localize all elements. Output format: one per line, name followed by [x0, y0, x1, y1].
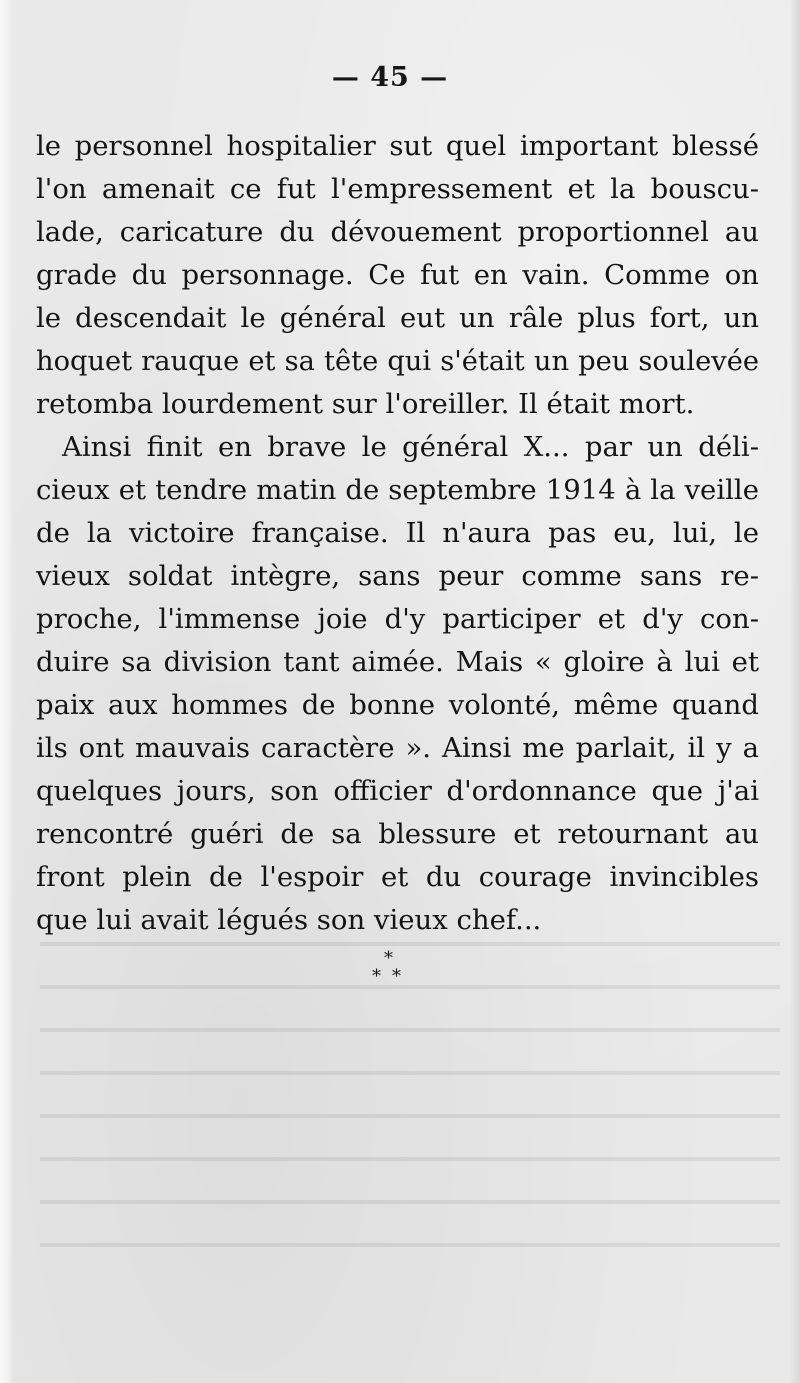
text-line: proche, l'immense joie d'y participer et d'y con-: [36, 603, 759, 635]
text-line: cieux et tendre matin de septembre 1914 à la veille: [36, 474, 759, 506]
text-line: grade du personnage. Ce fut en vain. Comme on: [36, 259, 759, 291]
page-number: — 45 —: [331, 62, 449, 93]
text-line: hoquet rauque et sa tête qui s'était un peu soulevée: [36, 346, 759, 377]
asterism-star: *: [384, 948, 393, 969]
body-text: [36, 125, 759, 942]
text-line: rencontré guéri de sa blessure et retournant au: [36, 818, 759, 850]
text-line: duire sa division tant aimée. Mais « gloire à lui et: [36, 646, 759, 678]
show-through-texture: [40, 920, 780, 1250]
asterism-star: *: [392, 966, 401, 987]
text-line: l'on amenait ce fut l'empressement et la bouscu-: [36, 173, 759, 205]
text-line: le personnel hospitalier sut quel important blessé: [36, 130, 759, 162]
asterism-ornament: [370, 950, 410, 990]
page-right-edge: [790, 0, 800, 1383]
text-line: lade, caricature du dévouement proportionnel au: [36, 216, 759, 248]
asterism-star: *: [372, 966, 381, 987]
text-line: ils ont mauvais caractère ». Ainsi me parlait, il y a: [36, 732, 759, 764]
text-line: vieux soldat intègre, sans peur comme sans re-: [36, 560, 759, 592]
text-line: de la victoire française. Il n'aura pas eu, lui, le: [36, 517, 759, 549]
text-line: retomba lourdement sur l'oreiller. Il était mort.: [36, 388, 695, 420]
text-line: que lui avait légués son vieux chef...: [36, 904, 542, 936]
page-left-edge: [0, 0, 14, 1383]
text-line: quelques jours, son officier d'ordonnance que j'ai: [36, 775, 759, 807]
text-line: paix aux hommes de bonne volonté, même quand: [36, 689, 759, 721]
text-line: Ainsi finit en brave le général X... par un déli-: [62, 431, 759, 463]
text-line: le descendait le général eut un râle plus fort, un: [36, 302, 759, 334]
text-line: front plein de l'espoir et du courage invincibles: [36, 861, 759, 893]
